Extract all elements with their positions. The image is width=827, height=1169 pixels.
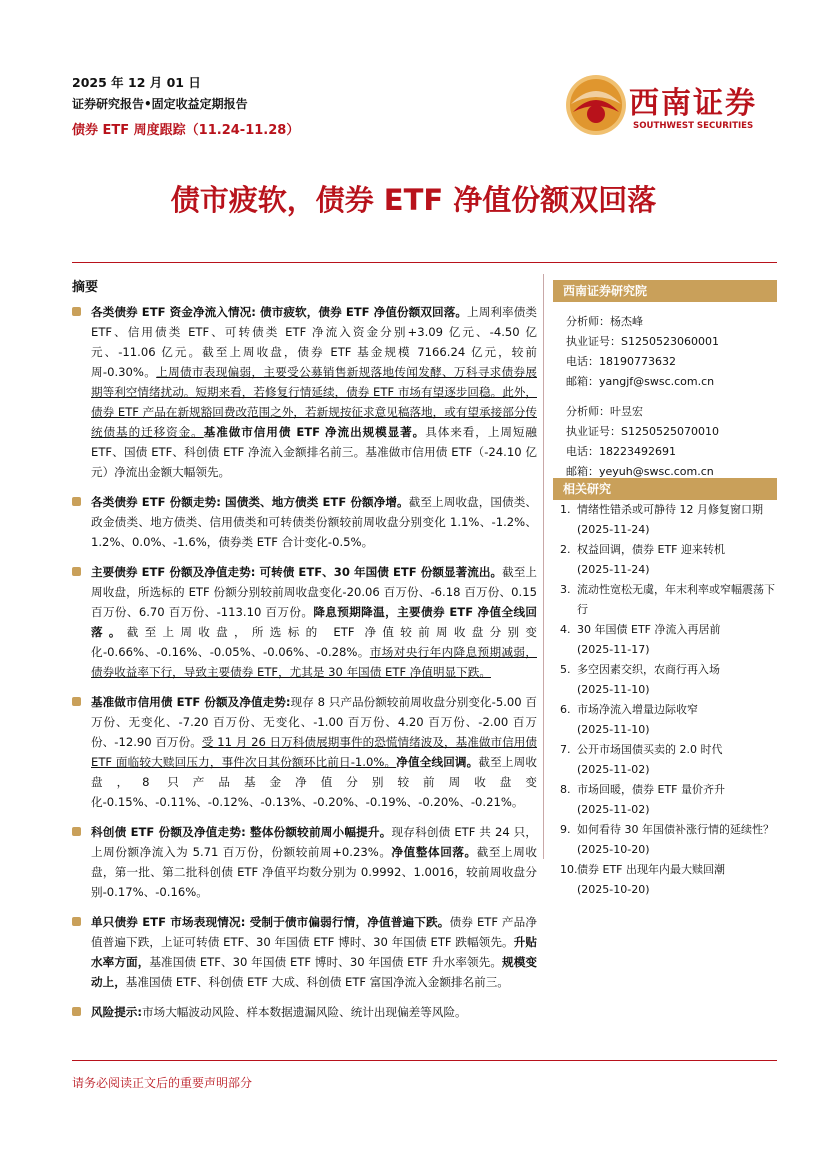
para-lead: 科创债 ETF 份额及净值走势: 整体份额较前周小幅提升。 [91,825,392,839]
related-date: (2025-11-10) [577,683,650,696]
para-lead: 各类债券 ETF 资金净流入情况: 债市疲软，债券 ETF 净值份额双回落。 [91,305,468,319]
report-series: 债券 ETF 周度跟踪（11.24-11.28） [72,123,300,138]
para-lead: 净值全线回调。 [396,755,479,769]
list-item[interactable]: 2. 权益回调，债券 ETF 迎来转机 (2025-11-24) [560,543,725,576]
abstract-body [72,302,537,1022]
bullet-icon [72,567,81,576]
para-lead: 降息预期降温，主要债券 ETF 净值全线回落。 [91,605,538,639]
list-item[interactable]: 5. 多空因素交织，农商行再入场 (2025-11-10) [560,663,720,696]
para-lead: 规模变动上， [91,955,537,989]
title-divider [72,262,777,263]
related-title: 市场净流入增量边际收窄 [577,703,698,716]
company-logo [565,72,775,142]
abstract-para-fund-flow [72,302,537,482]
para-underlined: 市场对央行年内降息预期减弱，债券收益率下行，导致主要债券 ETF，尤其是 30 年国债 ETF 净值明显下跌。 [91,645,537,679]
list-item[interactable]: 1. 情绪性错杀或可静待 12 月修复窗口期 (2025-11-24) [560,503,763,536]
para-lead: 净值整体回落。 [391,845,477,859]
para-text: 具体来看，上周短融 ETF、国债 ETF、科创债 ETF 净流入金额排名前三。基准做市信用债 ETF（-24.10 亿元）净流出金额大幅领先。 [91,425,537,479]
analyst-phone: 电话：18223492691 [566,445,676,458]
para-text: 截至上周收盘，所选标的 ETF 净值较前周收盘分别变化-0.66%、-0.16%、-0.05%、-0.06%、-0.28%。 [91,625,537,659]
related-date: (2025-11-17) [577,643,650,656]
list-item[interactable]: 7. 公开市场国债买卖的 2.0 时代 (2025-11-02) [560,743,723,776]
abstract-para-credit-etf [72,692,537,812]
para-text: 现存 8 只产品份额较前周收盘分别变化-5.00 百万份、无变化、-7.20 百万份、无变化、-1.00 百万份、4.20 百万份、-2.00 百万份、-12.90 百万份。 [91,695,537,749]
related-date: (2025-11-02) [577,803,650,816]
analyst-email[interactable]: 邮箱：yeyuh@swsc.com.cn [566,465,714,478]
institute-heading: 西南证券研究院 [553,280,777,302]
para-text: 基准国债 ETF、科创债 ETF 大成、科创债 ETF 富国净流入金额排名前三。 [125,975,509,989]
column-divider [543,274,544,859]
related-date: (2025-11-02) [577,763,650,776]
para-underlined: 受 11 月 26 日万科债展期事件的恐慌情绪波及，基准做市信用债 ETF 面临较大赎回压力，事件次日其份额环比前日-1.0%。 [91,735,538,769]
sidebar-institute [553,280,777,302]
bullet-icon [72,917,81,926]
para-text: 截至上周收盘，国债类、政金债类、地方债类、信用债类和可转债类份额较前周收盘分别变化 1.1%、-1.2%、1.2%、0.0%、-1.6%，债券类 ETF 合计变化-0.5%。 [91,495,537,549]
para-text: 截至上周收盘，第一批、第二批科创债 ETF 净值平均数分别为 0.9992、1.0016，较前周收盘分别-0.17%、-0.16%。 [91,845,537,899]
bullet-icon [72,1007,81,1016]
abstract-heading: 摘要 [72,280,99,295]
related-date: (2025-10-20) [577,843,650,856]
related-date: (2025-10-20) [577,883,650,896]
abstract-para-major-etf [72,562,537,682]
abstract-para-sci-tech-etf [72,822,537,902]
related-title: 流动性宽松无虞，年末利率或窄幅震荡下行 [577,583,775,616]
related-title: 权益回调，债券 ETF 迎来转机 [577,543,725,556]
para-lead: 主要债券 ETF 份额及净值走势: 可转债 ETF、30 年国债 ETF 份额显著流出。 [91,565,503,579]
para-lead: 基准做市信用债 ETF 净流出规模显著。 [203,425,426,439]
related-date: (2025-11-24) [577,563,650,576]
para-text: 基准国债 ETF、30 年国债 ETF 博时、30 年国债 ETF 升水率领先。 [149,955,503,969]
para-text: 截至上周收盘，所选标的 ETF 份额分别较前周收盘变化-20.06 百万份、-6.18 百万份、0.15 百万份、6.70 百万份、-113.10 百万份。 [91,565,537,619]
bullet-icon [72,697,81,706]
analyst-list [566,312,777,482]
logo-name-en: SOUTHWEST SECURITIES [633,121,754,131]
list-item[interactable]: 4. 30 年国债 ETF 净流入再居前 (2025-11-17) [560,623,721,656]
related-title: 多空因素交织，农商行再入场 [577,663,720,676]
list-item[interactable]: 9. 如何看待 30 年国债补涨行情的延续性？(2025-10-20) [560,823,774,856]
abstract-para-risk [72,1002,537,1022]
abstract-para-single-etf [72,912,537,992]
related-title: 情绪性错杀或可静待 12 月修复窗口期 [577,503,763,516]
list-item[interactable]: 8. 市场回暖，债券 ETF 量价齐升 (2025-11-02) [560,783,725,816]
para-text: 现存科创债 ETF 共 24 只，上周份额净流入为 5.71 百万份，份额较前周+0.23%。 [91,825,537,859]
para-lead: 升贴水率方面， [91,935,537,969]
list-item[interactable]: 10. 债券 ETF 出现年内最大赎回潮 (2025-10-20) [560,863,725,896]
para-lead: 风险提示: [91,1005,143,1019]
list-item[interactable]: 6. 市场净流入增量边际收窄 (2025-11-10) [560,703,698,736]
footer-divider [72,1060,777,1061]
related-title: 公开市场国债买卖的 2.0 时代 [577,743,723,756]
abstract-para-share-trend [72,492,537,552]
footer-disclaimer: 请务必阅读正文后的重要声明部分 [72,1076,253,1090]
logo-name-cn: 西南证券 [629,86,757,121]
analyst-email[interactable]: 邮箱：yangjf@swsc.com.cn [566,375,715,388]
para-text: 上周利率债类 ETF、信用债类 ETF、可转债类 ETF 净流入资金分别+3.09 亿元、-4.50 亿元、-11.06 亿元。截至上周收盘，债券 ETF 基金规模 7166.24 亿元，较前周-0.30%。 [91,305,537,379]
para-lead: 各类债券 ETF 份额走势: 国债类、地方债类 ETF 份额净增。 [91,495,409,509]
related-research-list [560,500,778,900]
report-type: 证券研究报告•固定收益定期报告 [72,97,248,111]
para-text: 截至上周收盘，8 只产品基金净值分别较前周收盘变化-0.15%、-0.11%、-0.12%、-0.13%、-0.20%、-0.19%、-0.20%、-0.21%。 [91,755,537,809]
related-date: (2025-11-10) [577,723,650,736]
analyst-name: 分析师：叶昱宏 [566,405,643,418]
sidebar-related [553,478,777,500]
analyst-cert: 执业证号：S1250525070010 [566,425,719,438]
page-title: 债市疲软，债券 ETF 净值份额双回落 [170,183,657,217]
analyst-cert: 执业证号：S1250523060001 [566,335,719,348]
analyst-phone: 电话：18190773632 [566,355,676,368]
related-title: 市场回暖，债券 ETF 量价齐升 [577,783,725,796]
related-title: 30 年国债 ETF 净流入再居前 [577,623,721,636]
analyst-name: 分析师：杨杰峰 [566,315,643,328]
para-text: 债券 ETF 产品净值普遍下跌，上证可转债 ETF、30 年国债 ETF 博时、30 年国债 ETF 跌幅领先。 [91,915,538,949]
para-text: 市场大幅波动风险、样本数据遗漏风险、统计出现偏差等风险。 [142,1005,467,1019]
logo-emblem-icon [565,74,627,136]
bullet-icon [72,497,81,506]
para-lead: 单只债券 ETF 市场表现情况: 受制于债市偏弱行情，净值普遍下跌。 [91,915,450,929]
report-date: 2025 年 12 月 01 日 [72,75,201,90]
list-item[interactable]: 3. 流动性宽松无虞，年末利率或窄幅震荡下行 [560,580,778,620]
related-title: 债券 ETF 出现年内最大赎回潮 [577,863,725,876]
para-lead: 基准做市信用债 ETF 份额及净值走势: [91,695,291,709]
related-date: (2025-11-24) [577,523,650,536]
related-heading: 相关研究 [553,478,777,500]
para-underlined: 上周债市表现偏弱，主要受公募销售新规落地传闻发酵、万科寻求债券展期等利空情绪扰动。短期来看，若修复行情延续，债券 ETF 市场有望逐步回稳。此外，债券 ETF 产品在新规豁回费改范围之外，若新规按征求意见稿落地，或有望承接部分传统债基的迁移资金。 [91,365,537,439]
bullet-icon [72,827,81,836]
bullet-icon [72,307,81,316]
related-title: 如何看待 30 年国债补涨行情的延续性？ [577,823,774,836]
